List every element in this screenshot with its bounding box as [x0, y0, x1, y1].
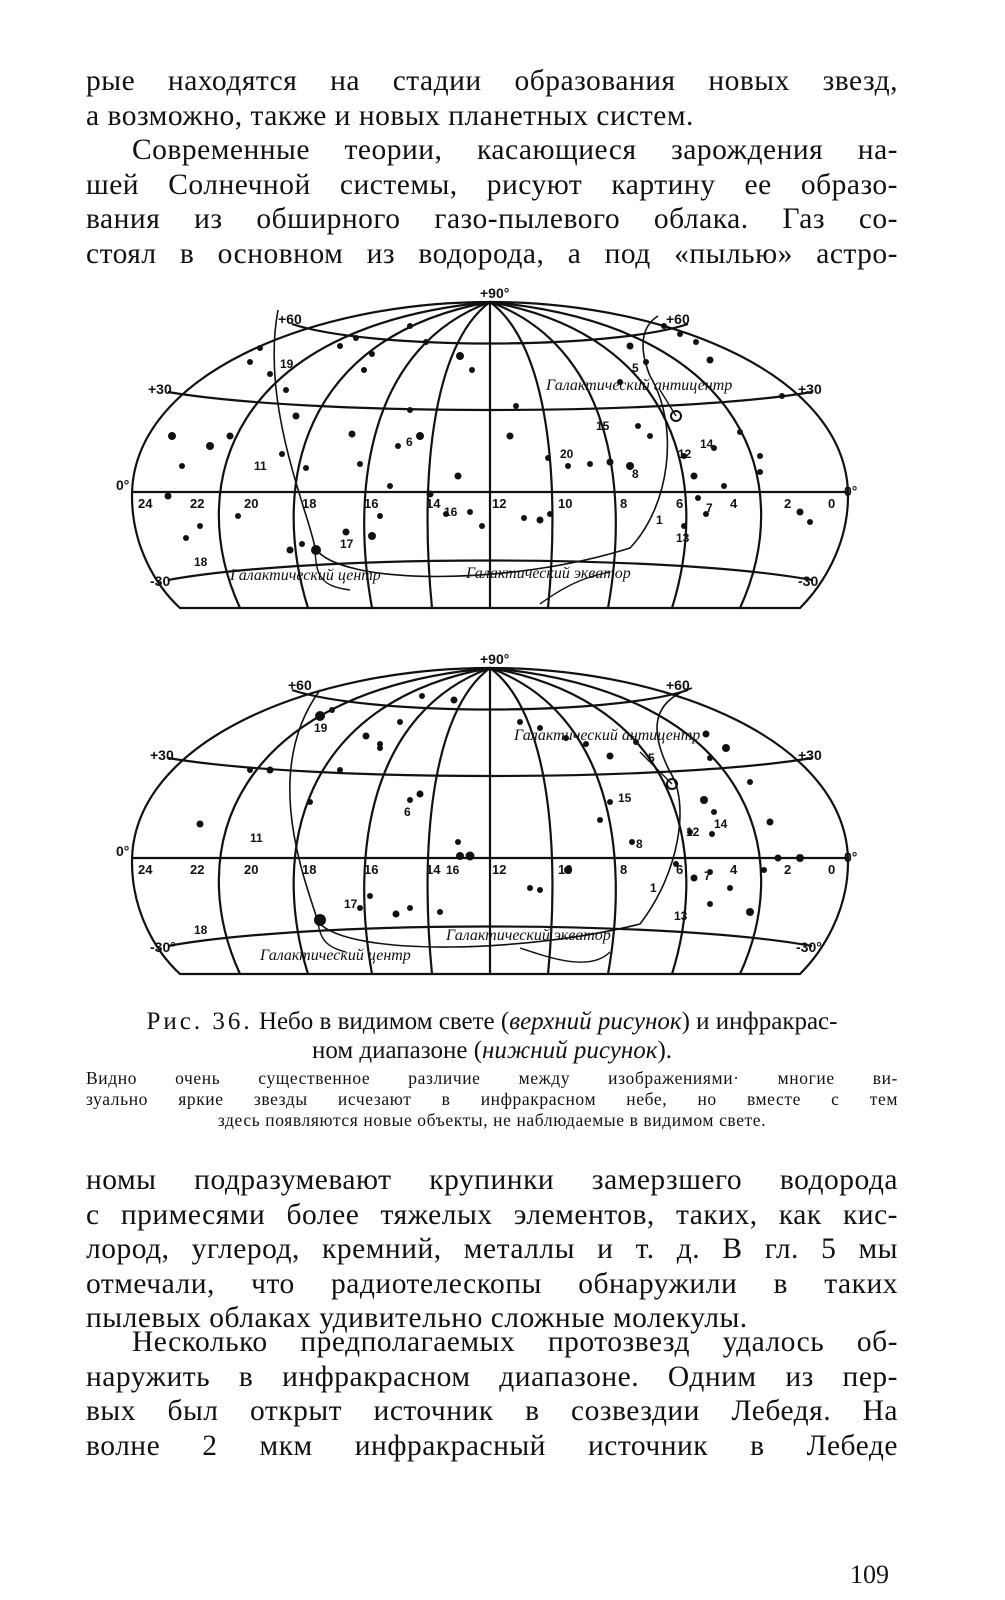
object-number: 12 — [686, 825, 700, 839]
text-line: наружить в инфракрасном диапазоне. Одним из пер- — [86, 1360, 898, 1393]
sky-map-visible — [110, 286, 870, 612]
ra-label: 4 — [730, 862, 738, 877]
meridian — [490, 302, 552, 608]
ra-label: 14 — [426, 496, 441, 511]
text-line: Несколько предполагаемых протозвезд удалось об- — [132, 1326, 898, 1358]
object-number: 14 — [714, 817, 728, 831]
ra-label: 12 — [492, 496, 507, 511]
dec-label-low-right: -30° — [796, 939, 822, 955]
dec-label-top: +90° — [480, 652, 510, 667]
galactic-equator-label: Галактический экватор — [466, 565, 631, 582]
paragraph-bottom-1 — [86, 1163, 898, 1336]
page-number: 109 — [850, 1560, 889, 1589]
dec-label-upper-left: +60 — [288, 677, 312, 693]
text-line: лород, углерод, кремний, металлы и т. д. В гл. 5 мы — [86, 1233, 898, 1265]
dec-label-eq-left: 0° — [116, 843, 130, 859]
dec-label-upper-left: +60 — [278, 311, 302, 327]
ra-labels — [138, 862, 835, 877]
text-line: отмечали, что радиотелескопы обнаружили в таких — [86, 1267, 898, 1300]
meridian — [428, 302, 490, 608]
object-number: 16 — [446, 863, 460, 877]
dec-label-low-right: -30 — [798, 573, 819, 589]
object-number: 6 — [404, 805, 411, 819]
object-number: 15 — [596, 419, 610, 433]
ra-labels — [138, 496, 835, 511]
dec-label-mid-right: +30 — [798, 381, 822, 397]
object-number: 19 — [280, 357, 294, 371]
dec-label-low-left: -30° — [150, 939, 176, 955]
galactic-center-label: Галактический центр — [260, 947, 411, 964]
sky-map-visible-svg — [110, 286, 870, 612]
text-line: пылевых облаках удивительно сложные молекулы. — [86, 1302, 748, 1334]
ra-label: 10 — [558, 496, 573, 511]
object-number: 13 — [674, 909, 688, 923]
caption-note-line: зуально яркие звезды исчезают в инфракрасном небе, но вместе с тем — [86, 1089, 898, 1109]
figure-caption — [86, 1007, 898, 1065]
caption-part: ном диапазоне ( — [311, 1037, 483, 1064]
object-number: 15 — [618, 791, 632, 805]
caption-bottom-ref: нижний рисунок — [482, 1037, 658, 1064]
text-line: вых был открыт источник в созвездии Лебедя. На — [86, 1395, 898, 1427]
ra-label: 22 — [190, 496, 205, 511]
dec-label-eq-right: 0° — [844, 849, 858, 865]
ra-label: 6 — [676, 862, 684, 877]
caption-note-line: Видно очень существенное различие между изображениями· многие ви- — [86, 1068, 898, 1088]
galactic-center-label: Галактический центр — [230, 567, 381, 584]
object-number: 11 — [254, 459, 267, 473]
galactic-equator-label: Галактический экватор — [446, 927, 611, 944]
object-number: 7 — [706, 501, 713, 515]
caption-part: ). — [657, 1037, 673, 1064]
ra-label: 2 — [784, 496, 792, 511]
object-number: 11 — [250, 831, 263, 845]
ra-label: 18 — [302, 496, 317, 511]
ra-label: 10 — [558, 862, 573, 877]
caption-top-ref: верхний рисунок — [509, 1008, 682, 1035]
dec-label-eq-left: 0° — [116, 477, 130, 493]
ra-label: 8 — [620, 862, 628, 877]
object-number: 14 — [700, 437, 714, 451]
object-number: 18 — [194, 555, 208, 569]
paragraph-bottom-2 — [86, 1325, 898, 1463]
text-line: стоял в основном из водорода, а под «пылью» астро- — [86, 237, 898, 270]
ra-label: 2 — [784, 862, 792, 877]
dec-label-upper-right: +60 — [666, 677, 690, 693]
caption-prefix: Рис. 36. — [146, 1008, 253, 1035]
ra-label: 14 — [426, 862, 441, 877]
object-numbers — [194, 721, 728, 937]
text-line: волне 2 мкм инфракрасный источник в Лебеде — [86, 1429, 898, 1462]
ra-label: 6 — [676, 496, 684, 511]
ra-label: 20 — [244, 862, 259, 877]
ra-label: 24 — [138, 862, 153, 877]
galactic-anticenter-label: Галактический антицентр — [514, 727, 701, 744]
ra-label: 0 — [828, 862, 836, 877]
text-line: а возможно, также и новых планетных систем. — [86, 99, 694, 132]
ra-label: 0 — [828, 496, 836, 511]
object-number: 8 — [632, 467, 639, 481]
text-line: с примесями более тяжелых элементов, таких, как кис- — [86, 1198, 898, 1231]
object-number: 6 — [406, 435, 413, 449]
text-line: шей Солнечной системы, рисуют картину ее образо- — [86, 168, 898, 201]
ra-label: 8 — [620, 496, 628, 511]
sky-map-infrared-svg — [110, 652, 870, 978]
dec-label-mid-left: +30 — [150, 747, 174, 763]
text-line: вания из обширного газо-пылевого облака. Газ со- — [86, 203, 898, 235]
stars-visible — [165, 323, 814, 555]
text-line: рые находятся на стадии образования новых звезд, — [86, 65, 898, 97]
paragraph-top — [86, 64, 898, 271]
object-number: 5 — [632, 361, 639, 375]
dec-label-low-left: -30 — [150, 573, 171, 589]
ra-label: 20 — [244, 496, 259, 511]
caption-part: Небо в видимом свете ( — [252, 1008, 510, 1035]
object-number: 1 — [656, 513, 663, 527]
dec-label-top: +90° — [480, 286, 510, 301]
object-number: 17 — [344, 897, 358, 911]
dec-label-mid-left: +30 — [148, 381, 172, 397]
dec-label-mid-right: +30 — [798, 747, 822, 763]
ra-label: 22 — [190, 862, 205, 877]
text-line: Современные теории, касающиеся зарождения на- — [132, 134, 898, 166]
ra-label: 12 — [492, 862, 507, 877]
dec-label-upper-right: +60 — [666, 311, 690, 327]
caption-note — [86, 1068, 898, 1131]
stars-infrared — [197, 693, 805, 926]
object-number: 8 — [636, 837, 643, 851]
text-line: номы подразумевают крупинки замерзшего водорода — [86, 1164, 898, 1196]
object-number: 7 — [704, 869, 711, 883]
object-number: 17 — [340, 537, 354, 551]
sky-map-infrared — [110, 652, 870, 978]
object-number: 20 — [560, 447, 574, 461]
object-number: 5 — [648, 751, 655, 765]
caption-note-line: здесь появляются новые объекты, не наблюдаемые в видимом свете. — [217, 1110, 767, 1130]
object-number: 1 — [650, 881, 657, 895]
dec-label-eq-right: 0° — [844, 483, 858, 499]
galactic-anticenter-label: Галактический антицентр — [546, 377, 733, 394]
ra-label: 16 — [364, 496, 379, 511]
object-number: 13 — [676, 531, 690, 545]
ra-label: 18 — [302, 862, 317, 877]
ra-label: 24 — [138, 496, 153, 511]
object-number: 16 — [444, 505, 458, 519]
ra-label: 4 — [730, 496, 738, 511]
pointer-line — [520, 948, 610, 962]
caption-part: ) и инфракрас- — [681, 1008, 838, 1035]
ra-label: 16 — [364, 862, 379, 877]
object-number: 18 — [194, 923, 208, 937]
object-number: 12 — [678, 447, 692, 461]
object-number: 19 — [314, 721, 328, 735]
